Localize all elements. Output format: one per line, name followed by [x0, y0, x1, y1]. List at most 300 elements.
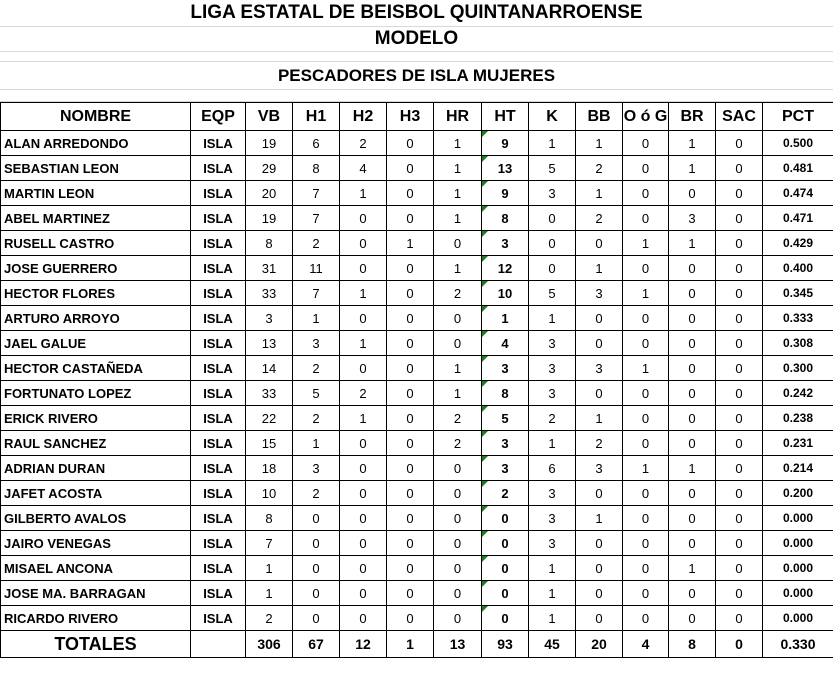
- h2-cell[interactable]: 1: [340, 331, 387, 356]
- br-cell[interactable]: 0: [669, 331, 716, 356]
- total-hr-cell[interactable]: 13: [434, 631, 482, 658]
- column-header[interactable]: PCT: [763, 103, 833, 131]
- h3-cell[interactable]: 0: [387, 256, 434, 281]
- eqp-cell[interactable]: ISLA: [191, 356, 246, 381]
- sac-cell[interactable]: 0: [716, 306, 763, 331]
- h1-cell[interactable]: 3: [293, 456, 340, 481]
- column-header[interactable]: H3: [387, 103, 434, 131]
- h2-cell[interactable]: 0: [340, 431, 387, 456]
- total-br-cell[interactable]: 8: [669, 631, 716, 658]
- sac-cell[interactable]: 0: [716, 231, 763, 256]
- k-cell[interactable]: 3: [529, 331, 576, 356]
- vb-cell[interactable]: 19: [246, 131, 293, 156]
- eqp-cell[interactable]: ISLA: [191, 331, 246, 356]
- column-header[interactable]: BB: [576, 103, 623, 131]
- eqp-cell[interactable]: ISLA: [191, 206, 246, 231]
- k-cell[interactable]: 2: [529, 406, 576, 431]
- h3-cell[interactable]: 0: [387, 506, 434, 531]
- player-name-cell[interactable]: FORTUNATO LOPEZ: [1, 381, 191, 406]
- vb-cell[interactable]: 2: [246, 606, 293, 631]
- bb-cell[interactable]: 1: [576, 406, 623, 431]
- br-cell[interactable]: 0: [669, 381, 716, 406]
- ht-cell[interactable]: [482, 406, 529, 431]
- total-og-cell[interactable]: 4: [623, 631, 669, 658]
- column-header[interactable]: HT: [482, 103, 529, 131]
- sac-cell[interactable]: 0: [716, 556, 763, 581]
- column-header[interactable]: O ó G: [623, 103, 669, 131]
- player-name-cell[interactable]: ABEL MARTINEZ: [1, 206, 191, 231]
- bb-cell[interactable]: 0: [576, 556, 623, 581]
- bb-cell[interactable]: 0: [576, 581, 623, 606]
- bb-cell[interactable]: 0: [576, 606, 623, 631]
- h1-cell[interactable]: 1: [293, 431, 340, 456]
- ht-cell[interactable]: [482, 456, 529, 481]
- sac-cell[interactable]: 0: [716, 356, 763, 381]
- player-name-cell[interactable]: RAUL SANCHEZ: [1, 431, 191, 456]
- h1-cell[interactable]: 0: [293, 506, 340, 531]
- hr-cell[interactable]: 0: [434, 231, 482, 256]
- sac-cell[interactable]: 0: [716, 506, 763, 531]
- h2-cell[interactable]: 0: [340, 356, 387, 381]
- br-cell[interactable]: 0: [669, 281, 716, 306]
- pct-cell[interactable]: 0.308: [763, 331, 833, 356]
- br-cell[interactable]: 0: [669, 181, 716, 206]
- vb-cell[interactable]: 3: [246, 306, 293, 331]
- bb-cell[interactable]: 1: [576, 506, 623, 531]
- h1-cell[interactable]: 3: [293, 331, 340, 356]
- hr-cell[interactable]: 0: [434, 331, 482, 356]
- br-cell[interactable]: 3: [669, 206, 716, 231]
- vb-cell[interactable]: 22: [246, 406, 293, 431]
- h1-cell[interactable]: 6: [293, 131, 340, 156]
- bb-cell[interactable]: 1: [576, 181, 623, 206]
- br-cell[interactable]: 1: [669, 556, 716, 581]
- pct-cell[interactable]: 0.200: [763, 481, 833, 506]
- br-cell[interactable]: 1: [669, 131, 716, 156]
- pct-cell[interactable]: 0.000: [763, 581, 833, 606]
- h2-cell[interactable]: 0: [340, 231, 387, 256]
- player-name-cell[interactable]: HECTOR CASTAÑEDA: [1, 356, 191, 381]
- h2-cell[interactable]: 0: [340, 606, 387, 631]
- k-cell[interactable]: 3: [529, 481, 576, 506]
- h3-cell[interactable]: 0: [387, 131, 434, 156]
- pct-cell[interactable]: 0.500: [763, 131, 833, 156]
- og-cell[interactable]: 0: [623, 181, 669, 206]
- h1-cell[interactable]: 2: [293, 231, 340, 256]
- pct-cell[interactable]: 0.000: [763, 506, 833, 531]
- ht-cell[interactable]: [482, 606, 529, 631]
- og-cell[interactable]: 0: [623, 431, 669, 456]
- player-name-cell[interactable]: JAFET ACOSTA: [1, 481, 191, 506]
- og-cell[interactable]: 0: [623, 156, 669, 181]
- column-header[interactable]: SAC: [716, 103, 763, 131]
- ht-cell[interactable]: [482, 206, 529, 231]
- br-cell[interactable]: 0: [669, 256, 716, 281]
- h2-cell[interactable]: 1: [340, 281, 387, 306]
- h1-cell[interactable]: 7: [293, 206, 340, 231]
- h3-cell[interactable]: 0: [387, 531, 434, 556]
- vb-cell[interactable]: 20: [246, 181, 293, 206]
- h1-cell[interactable]: 1: [293, 306, 340, 331]
- br-cell[interactable]: 0: [669, 481, 716, 506]
- h2-cell[interactable]: 2: [340, 131, 387, 156]
- sac-cell[interactable]: 0: [716, 406, 763, 431]
- h2-cell[interactable]: 0: [340, 581, 387, 606]
- sac-cell[interactable]: 0: [716, 481, 763, 506]
- h2-cell[interactable]: 1: [340, 406, 387, 431]
- h1-cell[interactable]: 11: [293, 256, 340, 281]
- h2-cell[interactable]: 0: [340, 256, 387, 281]
- ht-cell[interactable]: [482, 181, 529, 206]
- hr-cell[interactable]: 0: [434, 306, 482, 331]
- eqp-cell[interactable]: ISLA: [191, 406, 246, 431]
- ht-cell[interactable]: [482, 306, 529, 331]
- ht-cell[interactable]: [482, 381, 529, 406]
- og-cell[interactable]: 1: [623, 281, 669, 306]
- column-header[interactable]: K: [529, 103, 576, 131]
- k-cell[interactable]: 1: [529, 606, 576, 631]
- hr-cell[interactable]: 1: [434, 156, 482, 181]
- k-cell[interactable]: 5: [529, 156, 576, 181]
- h1-cell[interactable]: 8: [293, 156, 340, 181]
- pct-cell[interactable]: 0.000: [763, 606, 833, 631]
- bb-cell[interactable]: 1: [576, 131, 623, 156]
- sac-cell[interactable]: 0: [716, 281, 763, 306]
- total-eqp-cell[interactable]: [191, 631, 246, 658]
- pct-cell[interactable]: 0.231: [763, 431, 833, 456]
- ht-cell[interactable]: [482, 331, 529, 356]
- total-ht-cell[interactable]: 93: [482, 631, 529, 658]
- h3-cell[interactable]: 0: [387, 206, 434, 231]
- eqp-cell[interactable]: ISLA: [191, 306, 246, 331]
- player-name-cell[interactable]: HECTOR FLORES: [1, 281, 191, 306]
- br-cell[interactable]: 0: [669, 306, 716, 331]
- og-cell[interactable]: 0: [623, 581, 669, 606]
- h1-cell[interactable]: 2: [293, 356, 340, 381]
- og-cell[interactable]: 0: [623, 256, 669, 281]
- vb-cell[interactable]: 29: [246, 156, 293, 181]
- ht-cell[interactable]: [482, 231, 529, 256]
- hr-cell[interactable]: 0: [434, 456, 482, 481]
- h3-cell[interactable]: 0: [387, 306, 434, 331]
- h3-cell[interactable]: 1: [387, 231, 434, 256]
- column-header[interactable]: BR: [669, 103, 716, 131]
- k-cell[interactable]: 1: [529, 306, 576, 331]
- vb-cell[interactable]: 8: [246, 231, 293, 256]
- h2-cell[interactable]: 1: [340, 181, 387, 206]
- og-cell[interactable]: 0: [623, 381, 669, 406]
- br-cell[interactable]: 0: [669, 606, 716, 631]
- player-name-cell[interactable]: SEBASTIAN LEON: [1, 156, 191, 181]
- vb-cell[interactable]: 1: [246, 581, 293, 606]
- pct-cell[interactable]: 0.000: [763, 556, 833, 581]
- hr-cell[interactable]: 1: [434, 131, 482, 156]
- eqp-cell[interactable]: ISLA: [191, 556, 246, 581]
- column-header[interactable]: VB: [246, 103, 293, 131]
- pct-cell[interactable]: 0.000: [763, 531, 833, 556]
- column-header[interactable]: HR: [434, 103, 482, 131]
- player-name-cell[interactable]: JAIRO VENEGAS: [1, 531, 191, 556]
- pct-cell[interactable]: 0.238: [763, 406, 833, 431]
- h1-cell[interactable]: 0: [293, 581, 340, 606]
- hr-cell[interactable]: 2: [434, 281, 482, 306]
- ht-cell[interactable]: [482, 131, 529, 156]
- ht-cell[interactable]: [482, 356, 529, 381]
- h1-cell[interactable]: 7: [293, 181, 340, 206]
- h3-cell[interactable]: 0: [387, 181, 434, 206]
- player-name-cell[interactable]: ARTURO ARROYO: [1, 306, 191, 331]
- player-name-cell[interactable]: JOSE GUERRERO: [1, 256, 191, 281]
- vb-cell[interactable]: 14: [246, 356, 293, 381]
- sac-cell[interactable]: 0: [716, 456, 763, 481]
- eqp-cell[interactable]: ISLA: [191, 481, 246, 506]
- pct-cell[interactable]: 0.400: [763, 256, 833, 281]
- sac-cell[interactable]: 0: [716, 256, 763, 281]
- k-cell[interactable]: 1: [529, 556, 576, 581]
- og-cell[interactable]: 0: [623, 306, 669, 331]
- h1-cell[interactable]: 0: [293, 556, 340, 581]
- ht-cell[interactable]: [482, 531, 529, 556]
- vb-cell[interactable]: 1: [246, 556, 293, 581]
- total-h1-cell[interactable]: 67: [293, 631, 340, 658]
- total-sac-cell[interactable]: 0: [716, 631, 763, 658]
- h1-cell[interactable]: 5: [293, 381, 340, 406]
- bb-cell[interactable]: 0: [576, 231, 623, 256]
- hr-cell[interactable]: 0: [434, 481, 482, 506]
- og-cell[interactable]: 0: [623, 556, 669, 581]
- eqp-cell[interactable]: ISLA: [191, 431, 246, 456]
- h3-cell[interactable]: 0: [387, 481, 434, 506]
- hr-cell[interactable]: 1: [434, 206, 482, 231]
- h3-cell[interactable]: 0: [387, 281, 434, 306]
- vb-cell[interactable]: 19: [246, 206, 293, 231]
- h3-cell[interactable]: 0: [387, 556, 434, 581]
- eqp-cell[interactable]: ISLA: [191, 531, 246, 556]
- hr-cell[interactable]: 0: [434, 606, 482, 631]
- total-bb-cell[interactable]: 20: [576, 631, 623, 658]
- sac-cell[interactable]: 0: [716, 606, 763, 631]
- sac-cell[interactable]: 0: [716, 131, 763, 156]
- h3-cell[interactable]: 0: [387, 356, 434, 381]
- h2-cell[interactable]: 0: [340, 206, 387, 231]
- h1-cell[interactable]: 0: [293, 606, 340, 631]
- h3-cell[interactable]: 0: [387, 456, 434, 481]
- eqp-cell[interactable]: ISLA: [191, 281, 246, 306]
- bb-cell[interactable]: 3: [576, 356, 623, 381]
- hr-cell[interactable]: 1: [434, 381, 482, 406]
- eqp-cell[interactable]: ISLA: [191, 606, 246, 631]
- br-cell[interactable]: 0: [669, 406, 716, 431]
- ht-cell[interactable]: [482, 581, 529, 606]
- br-cell[interactable]: 0: [669, 356, 716, 381]
- br-cell[interactable]: 0: [669, 506, 716, 531]
- br-cell[interactable]: 0: [669, 431, 716, 456]
- hr-cell[interactable]: 1: [434, 356, 482, 381]
- k-cell[interactable]: 1: [529, 131, 576, 156]
- column-header[interactable]: H1: [293, 103, 340, 131]
- sac-cell[interactable]: 0: [716, 431, 763, 456]
- br-cell[interactable]: 1: [669, 456, 716, 481]
- h3-cell[interactable]: 0: [387, 331, 434, 356]
- h3-cell[interactable]: 0: [387, 606, 434, 631]
- bb-cell[interactable]: 0: [576, 381, 623, 406]
- vb-cell[interactable]: 10: [246, 481, 293, 506]
- eqp-cell[interactable]: ISLA: [191, 506, 246, 531]
- k-cell[interactable]: 3: [529, 506, 576, 531]
- og-cell[interactable]: 1: [623, 356, 669, 381]
- h3-cell[interactable]: 0: [387, 431, 434, 456]
- bb-cell[interactable]: 0: [576, 331, 623, 356]
- ht-cell[interactable]: [482, 481, 529, 506]
- h2-cell[interactable]: 0: [340, 506, 387, 531]
- total-h2-cell[interactable]: 12: [340, 631, 387, 658]
- bb-cell[interactable]: 2: [576, 156, 623, 181]
- k-cell[interactable]: 3: [529, 181, 576, 206]
- player-name-cell[interactable]: RICARDO RIVERO: [1, 606, 191, 631]
- h3-cell[interactable]: 0: [387, 581, 434, 606]
- h2-cell[interactable]: 4: [340, 156, 387, 181]
- vb-cell[interactable]: 13: [246, 331, 293, 356]
- h2-cell[interactable]: 0: [340, 556, 387, 581]
- ht-cell[interactable]: [482, 506, 529, 531]
- player-name-cell[interactable]: MISAEL ANCONA: [1, 556, 191, 581]
- k-cell[interactable]: 3: [529, 381, 576, 406]
- player-name-cell[interactable]: JOSE MA. BARRAGAN: [1, 581, 191, 606]
- pct-cell[interactable]: 0.333: [763, 306, 833, 331]
- player-name-cell[interactable]: GILBERTO AVALOS: [1, 506, 191, 531]
- og-cell[interactable]: 0: [623, 531, 669, 556]
- pct-cell[interactable]: 0.242: [763, 381, 833, 406]
- og-cell[interactable]: 0: [623, 506, 669, 531]
- og-cell[interactable]: 0: [623, 606, 669, 631]
- bb-cell[interactable]: 3: [576, 456, 623, 481]
- sac-cell[interactable]: 0: [716, 531, 763, 556]
- player-name-cell[interactable]: ALAN ARREDONDO: [1, 131, 191, 156]
- br-cell[interactable]: 0: [669, 581, 716, 606]
- eqp-cell[interactable]: ISLA: [191, 581, 246, 606]
- total-h3-cell[interactable]: 1: [387, 631, 434, 658]
- pct-cell[interactable]: 0.481: [763, 156, 833, 181]
- br-cell[interactable]: 1: [669, 231, 716, 256]
- bb-cell[interactable]: 0: [576, 531, 623, 556]
- k-cell[interactable]: 0: [529, 206, 576, 231]
- eqp-cell[interactable]: ISLA: [191, 131, 246, 156]
- h3-cell[interactable]: 0: [387, 381, 434, 406]
- sac-cell[interactable]: 0: [716, 331, 763, 356]
- bb-cell[interactable]: 2: [576, 431, 623, 456]
- pct-cell[interactable]: 0.429: [763, 231, 833, 256]
- hr-cell[interactable]: 0: [434, 556, 482, 581]
- og-cell[interactable]: 1: [623, 456, 669, 481]
- k-cell[interactable]: 1: [529, 581, 576, 606]
- ht-cell[interactable]: [482, 431, 529, 456]
- vb-cell[interactable]: 33: [246, 381, 293, 406]
- player-name-cell[interactable]: MARTIN LEON: [1, 181, 191, 206]
- sac-cell[interactable]: 0: [716, 581, 763, 606]
- br-cell[interactable]: 0: [669, 531, 716, 556]
- k-cell[interactable]: 6: [529, 456, 576, 481]
- vb-cell[interactable]: 7: [246, 531, 293, 556]
- pct-cell[interactable]: 0.345: [763, 281, 833, 306]
- total-pct-cell[interactable]: 0.330: [763, 631, 833, 658]
- eqp-cell[interactable]: ISLA: [191, 156, 246, 181]
- vb-cell[interactable]: 18: [246, 456, 293, 481]
- og-cell[interactable]: 0: [623, 206, 669, 231]
- total-vb-cell[interactable]: 306: [246, 631, 293, 658]
- k-cell[interactable]: 3: [529, 356, 576, 381]
- og-cell[interactable]: 0: [623, 131, 669, 156]
- eqp-cell[interactable]: ISLA: [191, 231, 246, 256]
- bb-cell[interactable]: 0: [576, 481, 623, 506]
- column-header[interactable]: H2: [340, 103, 387, 131]
- vb-cell[interactable]: 15: [246, 431, 293, 456]
- eqp-cell[interactable]: ISLA: [191, 181, 246, 206]
- h3-cell[interactable]: 0: [387, 406, 434, 431]
- k-cell[interactable]: 1: [529, 431, 576, 456]
- og-cell[interactable]: 1: [623, 231, 669, 256]
- pct-cell[interactable]: 0.300: [763, 356, 833, 381]
- h1-cell[interactable]: 2: [293, 406, 340, 431]
- player-name-cell[interactable]: ADRIAN DURAN: [1, 456, 191, 481]
- h2-cell[interactable]: 0: [340, 481, 387, 506]
- eqp-cell[interactable]: ISLA: [191, 381, 246, 406]
- vb-cell[interactable]: 31: [246, 256, 293, 281]
- h2-cell[interactable]: 0: [340, 531, 387, 556]
- hr-cell[interactable]: 1: [434, 256, 482, 281]
- vb-cell[interactable]: 33: [246, 281, 293, 306]
- h2-cell[interactable]: 0: [340, 456, 387, 481]
- k-cell[interactable]: 0: [529, 231, 576, 256]
- h1-cell[interactable]: 2: [293, 481, 340, 506]
- pct-cell[interactable]: 0.474: [763, 181, 833, 206]
- player-name-cell[interactable]: ERICK RIVERO: [1, 406, 191, 431]
- sac-cell[interactable]: 0: [716, 181, 763, 206]
- total-k-cell[interactable]: 45: [529, 631, 576, 658]
- k-cell[interactable]: 3: [529, 531, 576, 556]
- og-cell[interactable]: 0: [623, 406, 669, 431]
- ht-cell[interactable]: [482, 256, 529, 281]
- hr-cell[interactable]: 0: [434, 581, 482, 606]
- og-cell[interactable]: 0: [623, 481, 669, 506]
- h1-cell[interactable]: 0: [293, 531, 340, 556]
- totals-label[interactable]: TOTALES: [1, 631, 191, 658]
- ht-cell[interactable]: [482, 556, 529, 581]
- ht-cell[interactable]: [482, 281, 529, 306]
- hr-cell[interactable]: 0: [434, 506, 482, 531]
- bb-cell[interactable]: 0: [576, 306, 623, 331]
- hr-cell[interactable]: 0: [434, 531, 482, 556]
- hr-cell[interactable]: 1: [434, 181, 482, 206]
- k-cell[interactable]: 5: [529, 281, 576, 306]
- column-header[interactable]: NOMBRE: [1, 103, 191, 131]
- sac-cell[interactable]: 0: [716, 156, 763, 181]
- og-cell[interactable]: 0: [623, 331, 669, 356]
- player-name-cell[interactable]: RUSELL CASTRO: [1, 231, 191, 256]
- br-cell[interactable]: 1: [669, 156, 716, 181]
- k-cell[interactable]: 0: [529, 256, 576, 281]
- hr-cell[interactable]: 2: [434, 406, 482, 431]
- sac-cell[interactable]: 0: [716, 206, 763, 231]
- ht-cell[interactable]: [482, 156, 529, 181]
- h2-cell[interactable]: 2: [340, 381, 387, 406]
- h1-cell[interactable]: 7: [293, 281, 340, 306]
- bb-cell[interactable]: 2: [576, 206, 623, 231]
- hr-cell[interactable]: 2: [434, 431, 482, 456]
- vb-cell[interactable]: 8: [246, 506, 293, 531]
- sac-cell[interactable]: 0: [716, 381, 763, 406]
- eqp-cell[interactable]: ISLA: [191, 456, 246, 481]
- pct-cell[interactable]: 0.214: [763, 456, 833, 481]
